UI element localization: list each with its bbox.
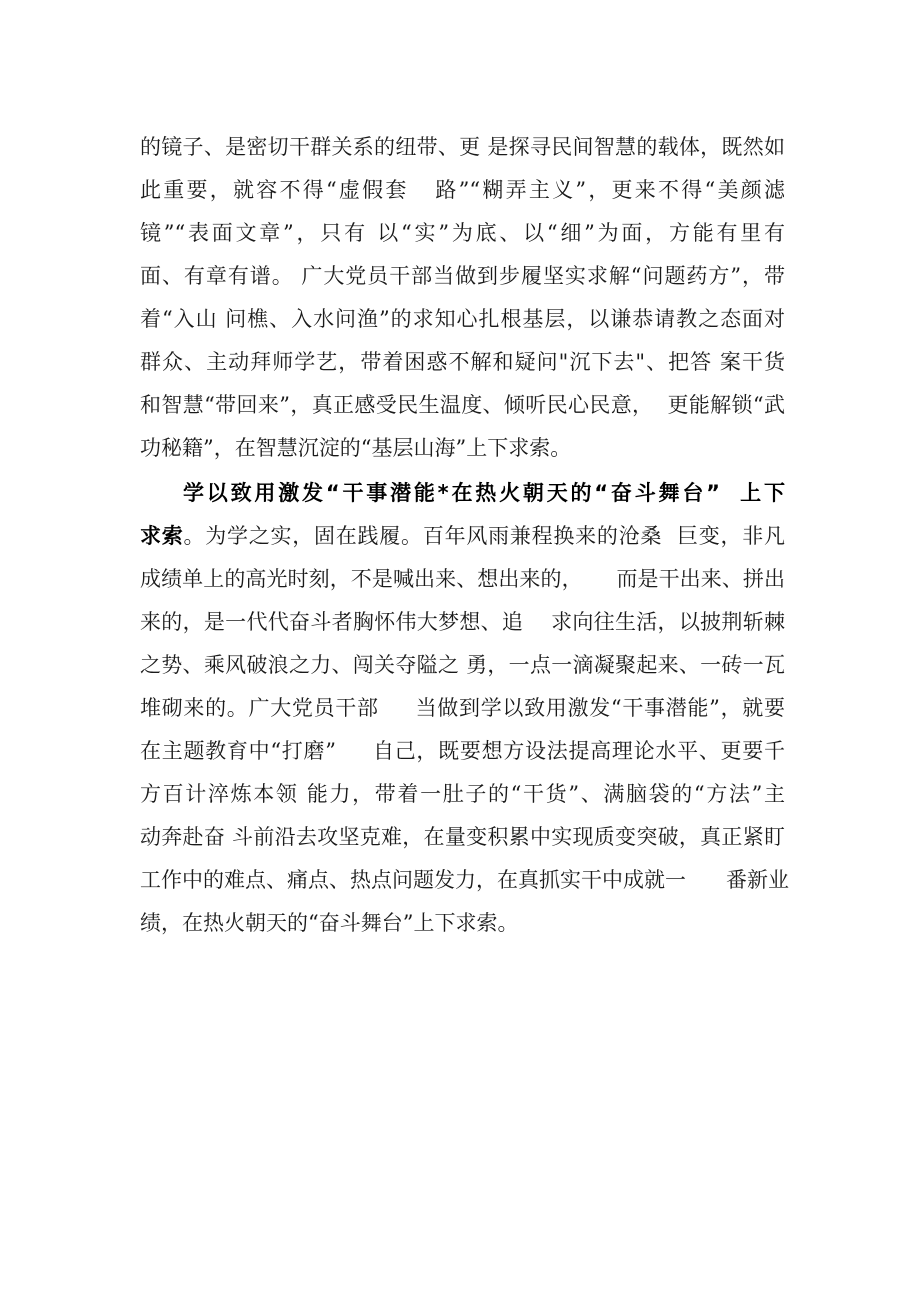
paragraph-1-line-5: 着“入山 问樵、入水问渔”的求知心扎根基层，以谦恭请教之态面对 [140,307,785,331]
paragraph-2-line-7: 方百计淬炼本领 能力，带着一肚子的“干货”、满脑袋的“方法”主 [140,782,785,806]
paragraph-1-line-3: 镜”“表面文章”，只有 以“实”为底、以“细”为面，方能有里有 [140,221,785,245]
paragraph-2-line-2: 成绩单上的高光时刻，不是喊出来、想出来的， 而是干出来、拼出 [140,567,785,591]
paragraph-2-line-5: 堆砌来的。广大党员干部 当做到学以致用激发“干事潜能”，就要 [140,696,785,720]
paragraph-2-line-6: 在主题教育中“打磨” 自己，既要想方设法提高理论水平、更要千 [140,739,785,763]
paragraph-1-line-4: 面、有章有谱。 广大党员干部当做到步履坚实求解“问题药方”，带 [140,264,785,288]
paragraph-2-line-10: 绩，在热火朝天的“奋斗舞台”上下求索。 [140,911,519,935]
paragraph-1-line-7: 和智慧“带回来”，真正感受民生温度、倾听民心民意， 更能解锁“武 [140,393,785,417]
paragraph-2-line-1 [140,516,785,556]
paragraph-2-line-3: 来的，是一代代奋斗者胸怀伟大梦想、追 求向往生活，以披荆斩棘 [140,610,785,634]
paragraph-2-line-9: 工作中的难点、痛点、热点问题发力，在真抓实干中成就一 番新业 [140,868,790,892]
paragraph-1-line-8: 功秘籍”，在智慧沉淀的“基层山海”上下求索。 [140,436,572,460]
paragraph-1-line-2: 此重要，就容不得“虚假套 路”“糊弄主义”，更来不得“美颜滤 [140,178,785,202]
paragraph-2-line-8: 动奔赴奋 斗前沿去攻坚克难，在量变积累中实现质变突破，真正紧盯 [140,825,785,849]
paragraph-1-line-1: 的镜子、是密切干群关系的纽带、更 是探寻民间智慧的载体，既然如 [140,135,785,159]
paragraph-1-line-6: 群众、主动拜师学艺，带着困惑不解和疑问"沉下去"、把答 案干货 [140,350,785,374]
section-heading: 学以致用激发“干事潜能*在热火朝天的“奋斗舞台” 上下 [183,481,785,505]
section-heading-end: 求索 [140,524,184,548]
paragraph-2-line-1-text: 。为学之实，固在践履。百年风雨兼程换来的沧桑 巨变，非凡 [183,524,785,548]
paragraph-2-line-4: 之势、乘风破浪之力、闯关夺隘之 勇，一点一滴凝聚起来、一砖一瓦 [140,653,785,677]
